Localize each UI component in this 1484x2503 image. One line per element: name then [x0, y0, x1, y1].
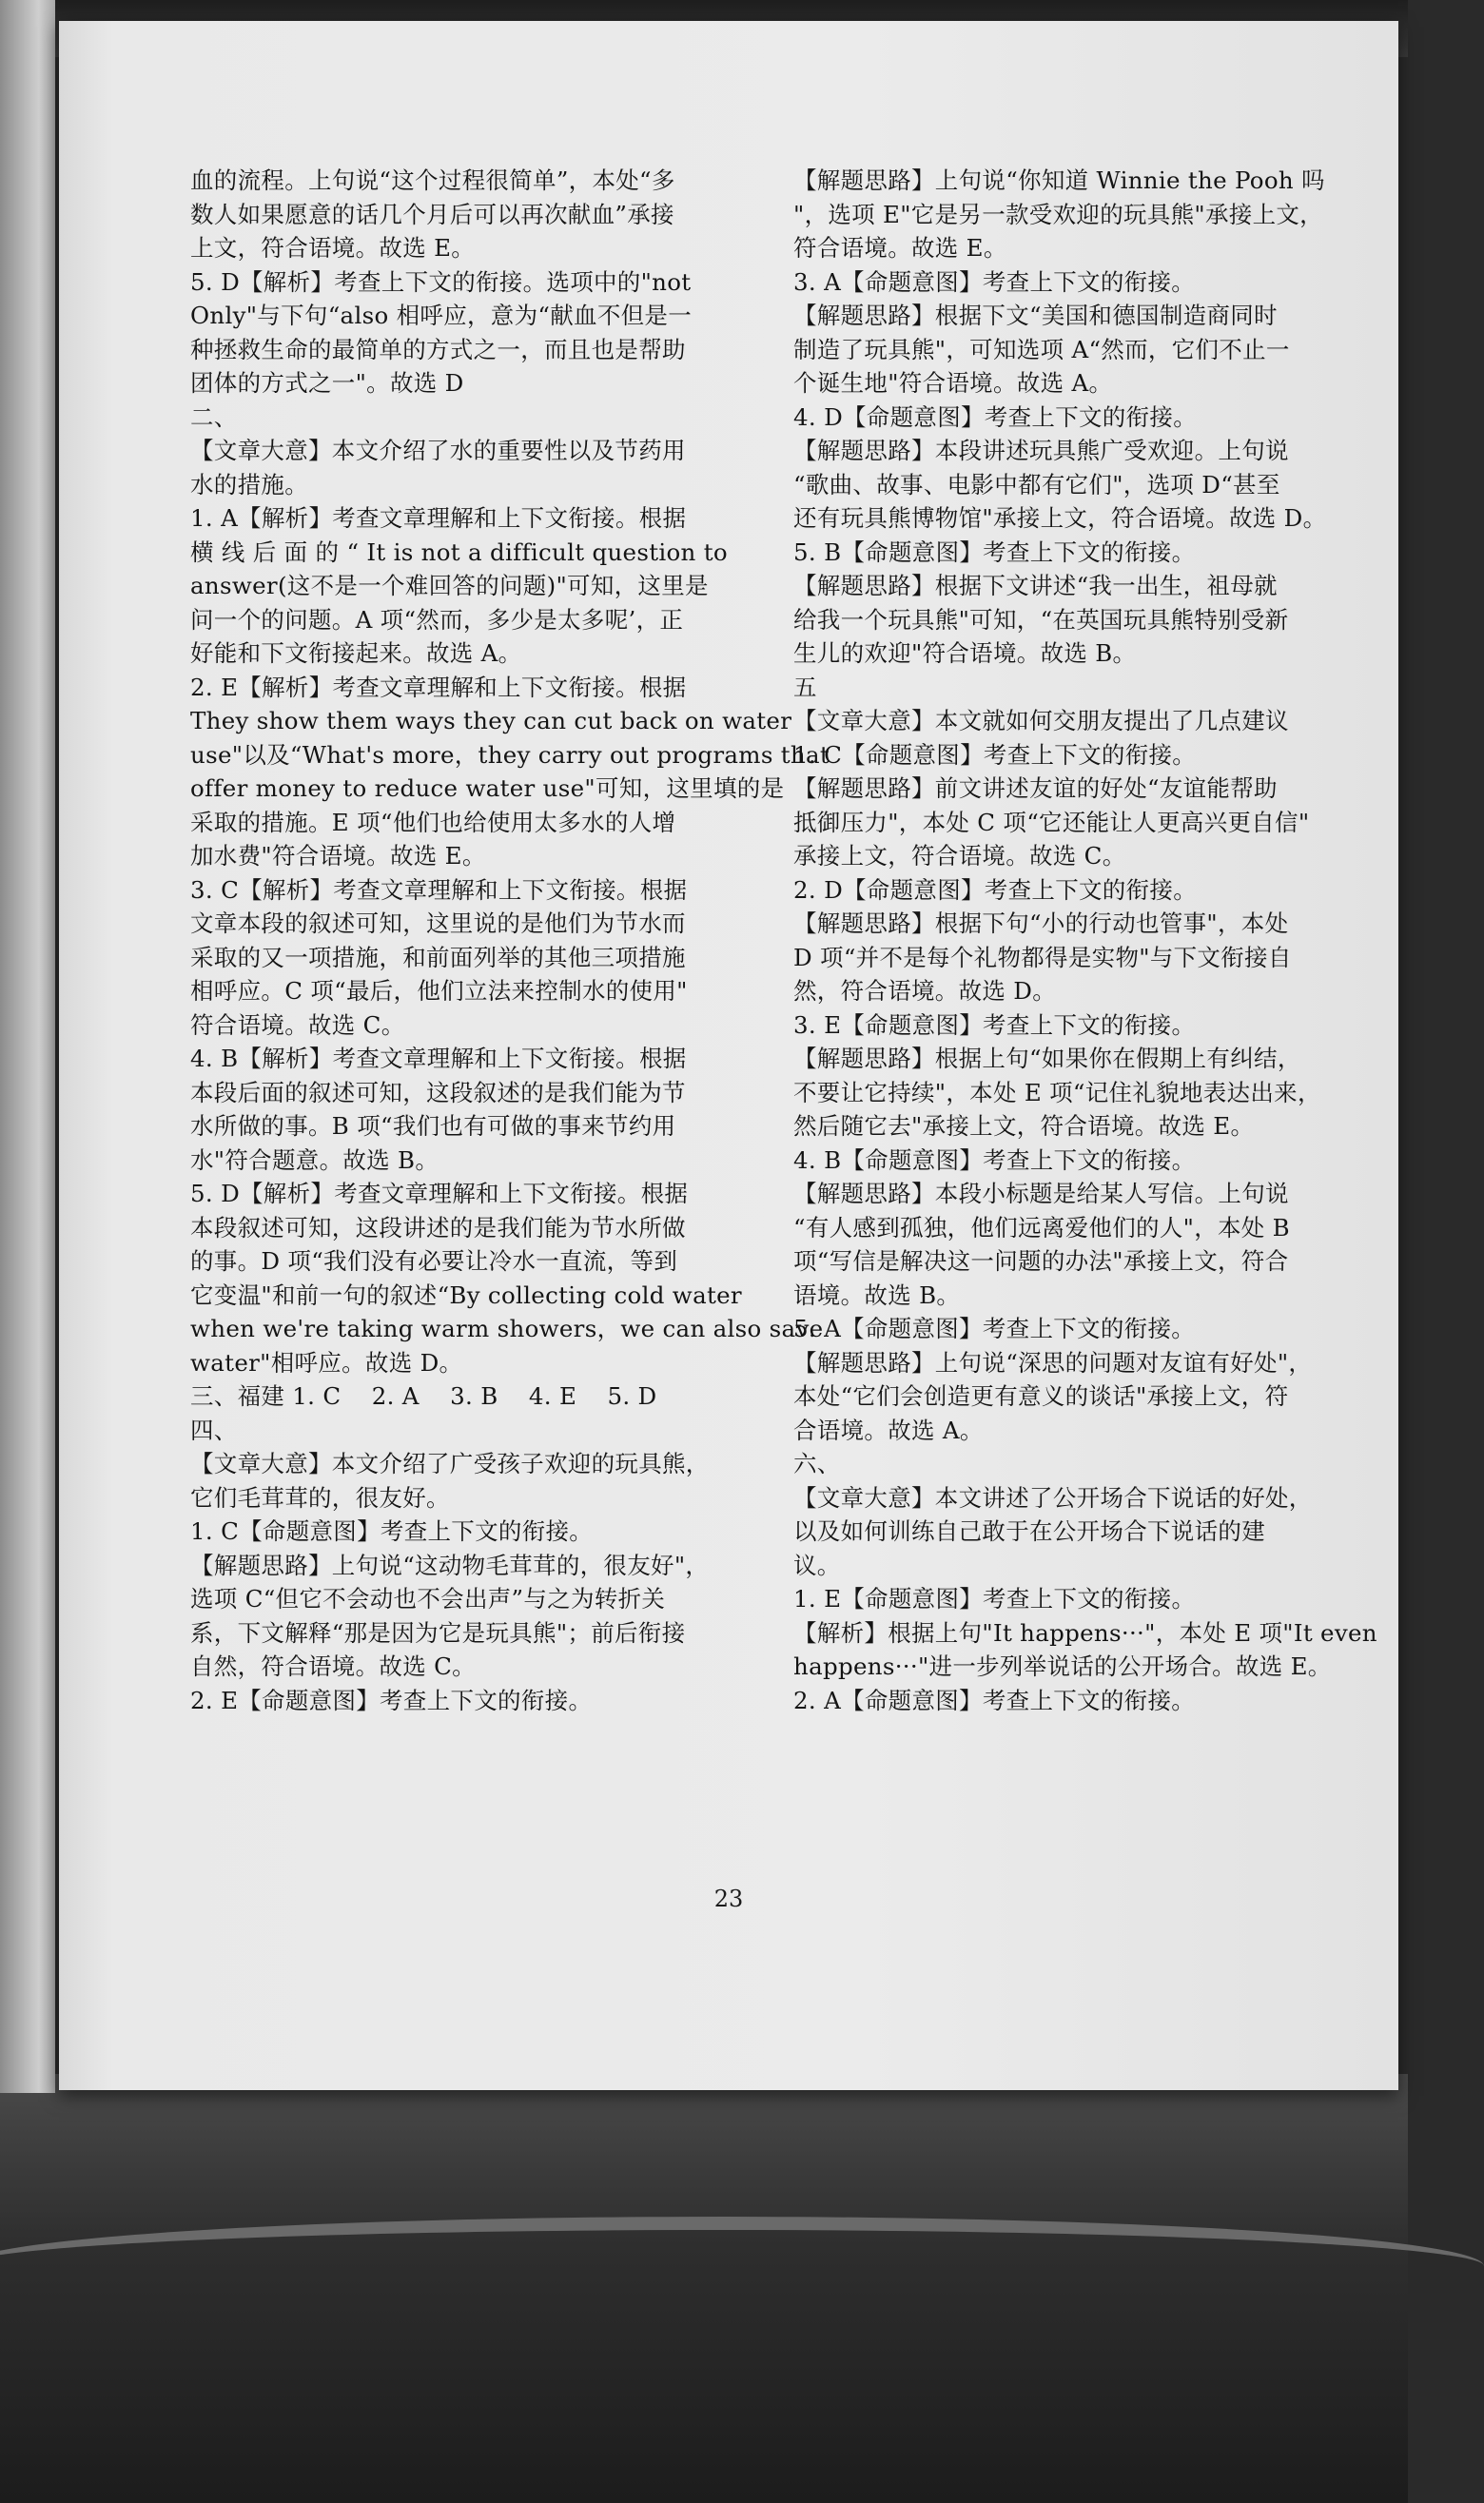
text-line: “歌曲、故事、电影中都有它们"，选项 D“甚至: [793, 470, 1280, 499]
text-line: 系，下文解释“那是因为它是玩具熊"；前后衔接: [190, 1618, 686, 1647]
text-line: 1. C【命题意图】考查上下文的衔接。: [190, 1517, 594, 1545]
text-line: answer(这不是一个难回答的问题)"可知，这里是: [190, 572, 709, 599]
text-line: 3. C【解析】考查文章理解和上下文衔接。根据: [190, 875, 688, 904]
text-line: 【解题思路】本段讲述玩具熊广受欢迎。上句说: [793, 437, 1289, 464]
text-line: 制造了玩具熊"，可知选项 A“然而，它们不止一: [793, 335, 1290, 363]
text-line: 二、: [190, 402, 238, 431]
table-edge: [0, 2217, 1484, 2316]
text-line: 水"符合题意。故选 B。: [190, 1145, 439, 1174]
page-number: 23: [713, 1886, 744, 1912]
text-line: 4. B【解析】考查文章理解和上下文衔接。根据: [190, 1045, 687, 1072]
text-line: 符合语境。故选 C。: [190, 1010, 405, 1039]
text-line: 三、福建 1. C 2. A 3. B 4. E 5. D: [190, 1382, 657, 1410]
text-line: 5. A【命题意图】考查上下文的衔接。: [793, 1315, 1196, 1342]
text-line: water"相呼应。故选 D。: [190, 1348, 463, 1377]
text-line: 它们毛茸茸的，很友好。: [190, 1483, 450, 1512]
text-line: 采取的措施。E 项“他们也给使用太多水的人增: [190, 808, 676, 836]
text-line: 自然，符合语境。故选 C。: [190, 1652, 476, 1680]
text-line: 水所做的事。B 项“我们也有可做的事来节约用: [190, 1112, 676, 1140]
text-line: 然后随它去"承接上文，符合语境。故选 E。: [793, 1112, 1255, 1140]
text-line: 相呼应。C 项“最后，他们立法来控制水的使用": [190, 977, 688, 1005]
text-line: happens···"进一步列举说话的公开场合。故选 E。: [793, 1652, 1332, 1680]
previous-page-edge: [0, 0, 55, 2093]
text-line: 六、: [793, 1450, 841, 1477]
text-line: 抵御压力"，本处 C 项“它还能让人更高兴更自信": [793, 808, 1310, 836]
text-line: 加水费"符合语境。故选 E。: [190, 842, 486, 870]
text-line: 【解题思路】前文讲述友谊的好处“友谊能帮助: [793, 774, 1278, 802]
text-line: 给我一个玩具熊"可知，“在英国玩具熊特别受新: [793, 605, 1289, 634]
text-line: 语境。故选 B。: [793, 1281, 961, 1309]
text-line: 水的措施。: [190, 470, 308, 499]
text-line: 选项 C“但它不会动也不会出声”与之为转折关: [190, 1585, 666, 1613]
text-line: 1. E【命题意图】考查上下文的衔接。: [793, 1585, 1196, 1613]
text-line: 2. D【命题意图】考查上下文的衔接。: [793, 875, 1198, 904]
text-line: 个诞生地"符合语境。故选 A。: [793, 369, 1113, 397]
text-line: 数人如果愿意的话几个月后可以再次献血”承接: [190, 200, 674, 228]
text-line: 血的流程。上句说“这个过程很简单”，本处“多: [190, 166, 675, 194]
text-line: 2. E【解析】考查文章理解和上下文衔接。根据: [190, 673, 687, 701]
text-line: 本段后面的叙述可知，这段叙述的是我们能为节: [190, 1078, 686, 1106]
text-line: 【文章大意】本文就如何交朋友提出了几点建议: [793, 707, 1289, 734]
text-line: 【文章大意】本文介绍了广受孩子欢迎的玩具熊，: [190, 1450, 710, 1477]
text-line: 它变温"和前一句的叙述“By collecting cold water: [190, 1281, 742, 1309]
text-line: 还有玩具熊博物馆"承接上文，符合语境。故选 D。: [793, 504, 1327, 532]
text-line: 种拯救生命的最简单的方式之一，而且也是帮助: [190, 335, 686, 363]
text-line: 3. E【命题意图】考查上下文的衔接。: [793, 1010, 1196, 1039]
text-line: 1. C【命题意图】考查上下文的衔接。: [793, 740, 1197, 769]
left-text-column: [190, 164, 830, 1717]
text-line: 采取的又一项措施，和前面列举的其他三项措施: [190, 943, 686, 971]
text-line: 不要让它持续"，本处 E 项“记住礼貌地表达出来，: [793, 1078, 1321, 1106]
text-line: 4. D【命题意图】考查上下文的衔接。: [793, 402, 1198, 431]
text-line: "，选项 E"它是另一款受欢迎的玩具熊"承接上文，: [793, 200, 1323, 228]
text-line: 【文章大意】本文讲述了公开场合下说话的好处，: [793, 1483, 1313, 1512]
text-line: 以及如何训练自己敢于在公开场合下说话的建: [793, 1517, 1265, 1545]
text-line: 2. E【命题意图】考查上下文的衔接。: [190, 1686, 593, 1714]
text-line: use"以及“What's more，they carry out programs that: [190, 740, 830, 769]
text-line: 横 线 后 面 的 “ It is not a difficult question to: [190, 538, 728, 566]
text-line: 团体的方式之一"。故选 D: [190, 369, 464, 397]
text-line: 问一个的问题。A 项“然而，多少是太多呢’，正: [190, 605, 684, 634]
text-line: 5. B【命题意图】考查上下文的衔接。: [793, 538, 1196, 566]
text-line: 【解题思路】上句说“你知道 Winnie the Pooh 吗: [793, 166, 1325, 194]
text-line: 【解析】根据上句"It happens···"，本处 E 项"It even: [793, 1618, 1377, 1647]
text-line: 【解题思路】本段小标题是给某人写信。上句说: [793, 1180, 1289, 1207]
text-line: 1. A【解析】考查文章理解和上下文衔接。根据: [190, 504, 687, 532]
text-line: 5. D【解析】考查上下文的衔接。选项中的"not: [190, 267, 692, 296]
text-line: D 项“并不是每个礼物都得是实物"与下文衔接自: [793, 943, 1292, 971]
text-line: 3. A【命题意图】考查上下文的衔接。: [793, 267, 1196, 296]
text-line: 然，符合语境。故选 D。: [793, 977, 1057, 1005]
book-page: [59, 21, 1398, 2090]
text-line: 上文，符合语境。故选 E。: [190, 234, 476, 262]
text-line: 本段叙述可知，这段讲述的是我们能为节水所做: [190, 1213, 686, 1242]
text-line: 【解题思路】根据下文“美国和德国制造商同时: [793, 302, 1278, 329]
text-line: “有人感到孤独，他们远离爱他们的人"，本处 B: [793, 1213, 1290, 1242]
text-line: 【解题思路】上句说“深思的问题对友谊有好处"，: [793, 1348, 1313, 1377]
text-line: 承接上文，符合语境。故选 C。: [793, 842, 1126, 870]
text-line: 生儿的欢迎"符合语境。故选 B。: [793, 639, 1137, 667]
text-line: 议。: [793, 1551, 841, 1579]
text-line: 四、: [190, 1416, 238, 1444]
text-line: 【解题思路】根据下文讲述“我一出生，祖母就: [793, 572, 1278, 599]
text-line: 项“写信是解决这一问题的办法"承接上文，符合: [793, 1247, 1289, 1275]
text-line: 2. A【命题意图】考查上下文的衔接。: [793, 1686, 1196, 1714]
right-text-column: [793, 164, 1377, 1717]
text-line: 好能和下文衔接起来。故选 A。: [190, 639, 522, 667]
text-line: 符合语境。故选 E。: [793, 234, 1007, 262]
text-line: 本处“它们会创造更有意义的谈话"承接上文，符: [793, 1382, 1289, 1410]
text-line: 合语境。故选 A。: [793, 1416, 984, 1444]
text-line: 文章本段的叙述可知，这里说的是他们为节水而: [190, 909, 686, 937]
text-line: 5. D【解析】考查文章理解和上下文衔接。根据: [190, 1180, 689, 1207]
text-line: 4. B【命题意图】考查上下文的衔接。: [793, 1145, 1196, 1174]
text-line: They show them ways they can cut back on water: [190, 707, 792, 734]
text-line: 五: [793, 673, 817, 701]
text-line: 【解题思路】根据下句“小的行动也管事"，本处: [793, 909, 1289, 937]
text-line: 【解题思路】上句说“这动物毛茸茸的，很友好"，: [190, 1551, 710, 1579]
text-line: 的事。D 项“我们没有必要让冷水一直流，等到: [190, 1247, 678, 1275]
text-line: when we're taking warm showers，we can also save: [190, 1315, 824, 1342]
text-line: 【文章大意】本文介绍了水的重要性以及节药用: [190, 437, 686, 464]
text-line: 【解题思路】根据上句“如果你在假期上有纠结，: [793, 1045, 1301, 1072]
text-line: Only"与下句“also 相呼应，意为“献血不但是一: [190, 302, 693, 329]
text-line: offer money to reduce water use"可知，这里填的是: [190, 774, 785, 802]
